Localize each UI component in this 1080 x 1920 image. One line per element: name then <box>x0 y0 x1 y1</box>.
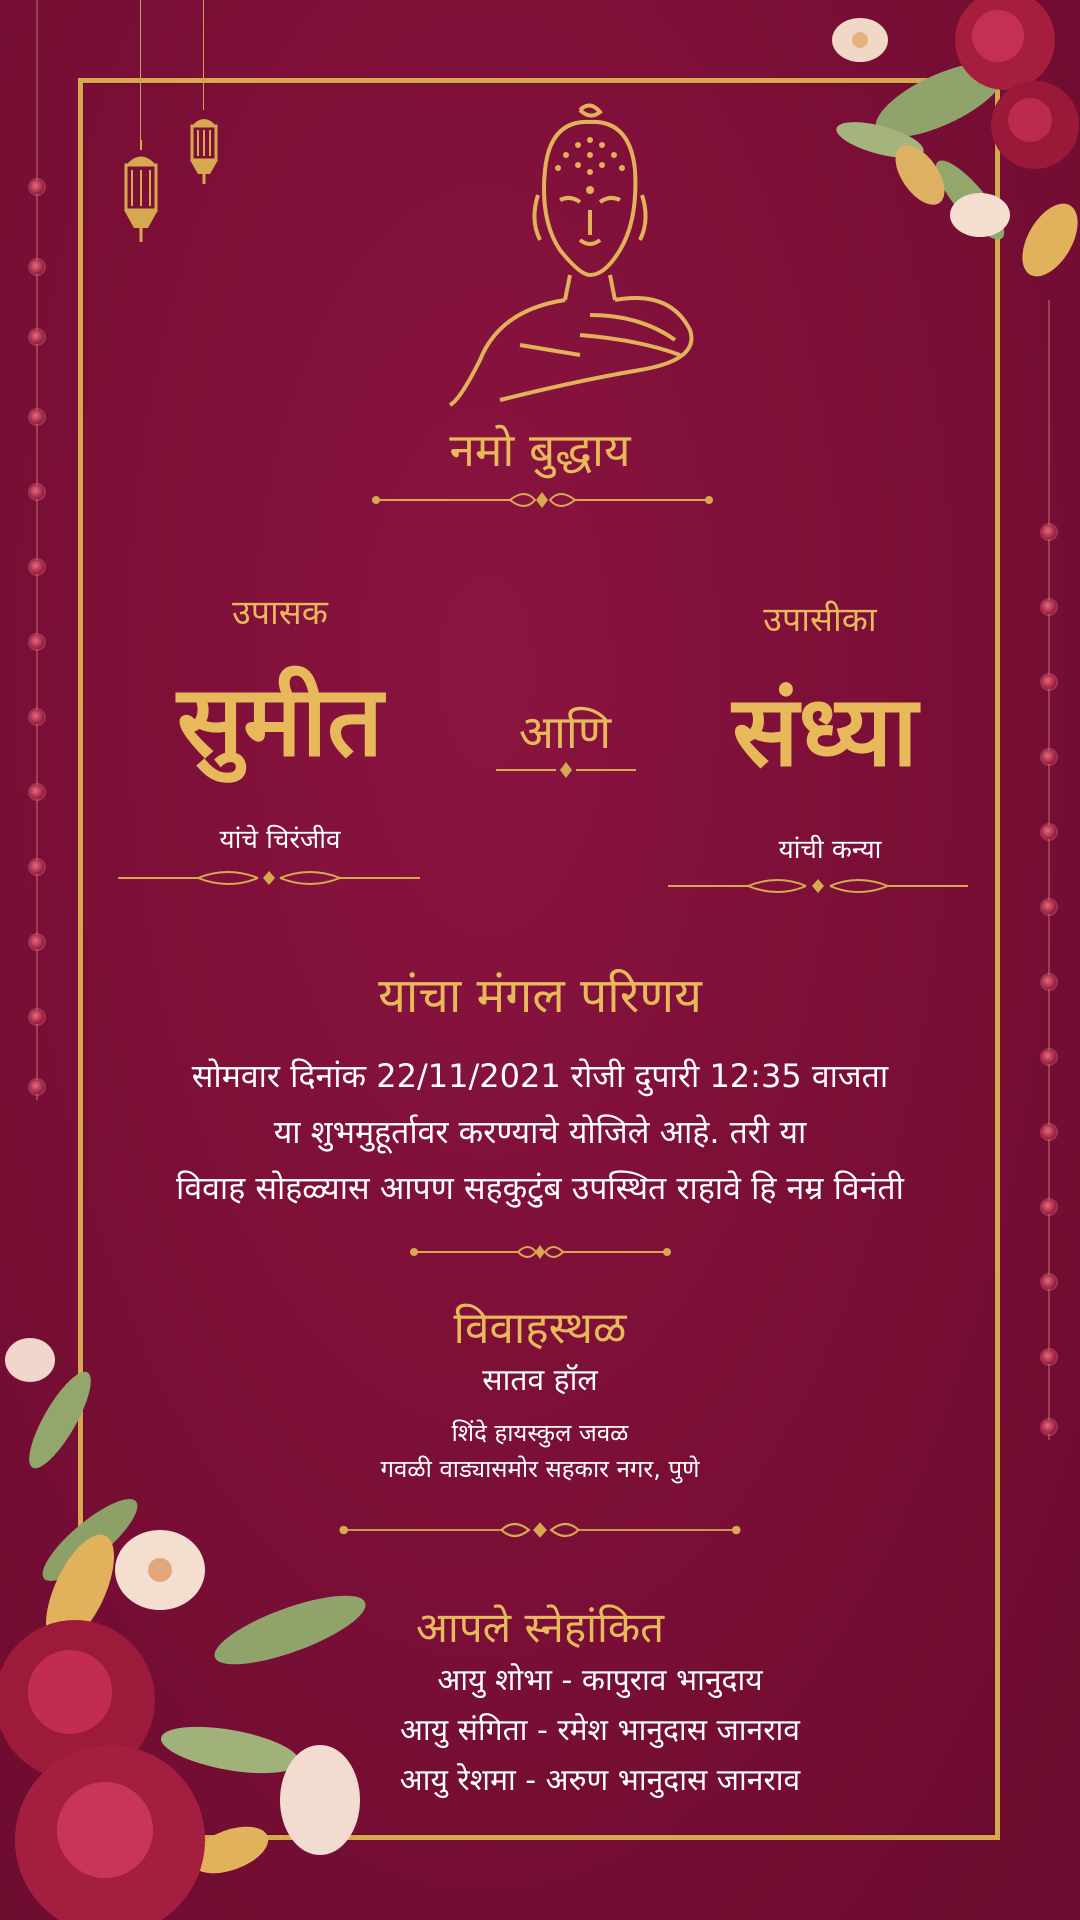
venue-name: सातव हॉल <box>482 1363 598 1398</box>
ornament-divider-icon <box>118 866 420 890</box>
buddha-icon <box>440 100 720 410</box>
event-line-3: विवाह सोहळ्यास आपण सहकुटुंब उपस्थित राहावे हि नम्र विनंती <box>176 1169 904 1207</box>
ornament-divider-icon <box>370 488 715 512</box>
bride-name: संध्या <box>732 675 918 789</box>
family-member-3: आयु रेशमा - अरुण भानुदास जानराव <box>399 1763 801 1798</box>
ornament-divider-icon <box>305 1518 775 1542</box>
conjunction-text: आणि <box>518 705 612 759</box>
venue-address-line-2: गवळी वाड्यासमोर सहकार नगर, पुणे <box>380 1455 700 1483</box>
bride-title: उपासीका <box>763 600 877 640</box>
groom-relation: यांचे चिरंजीव <box>219 825 341 855</box>
family-heading: आपले स्नेहांकित <box>415 1603 665 1652</box>
groom-title: उपासक <box>232 593 328 633</box>
ornament-divider-icon <box>408 1240 673 1264</box>
family-member-1: आयु शोभा - कापुराव भानुदाय <box>437 1663 763 1698</box>
family-member-2: आयु संगिता - रमेश भानुदास जानराव <box>400 1713 800 1748</box>
venue-heading: विवाहस्थळ <box>453 1303 627 1354</box>
ornament-divider-icon <box>496 758 636 782</box>
event-line-2: या शुभमुहूर्तावर करण्याचे योजिले आहे. तरी या <box>273 1113 807 1151</box>
bride-relation: यांची कन्या <box>778 835 882 865</box>
event-heading: यांचा मंगल परिणय <box>378 968 702 1024</box>
event-line-1: सोमवार दिनांक 22/11/2021 रोजी दुपारी 12:35 वाजता <box>191 1057 889 1095</box>
lantern-icon <box>118 140 164 245</box>
venue-address-line-1: शिंदे हायस्कुल जवळ <box>451 1419 629 1447</box>
salutation-text: नमो बुद्धाय <box>449 423 631 477</box>
lantern-icon <box>186 106 222 186</box>
groom-name: सुमीत <box>176 665 384 779</box>
floral-bouquet-icon <box>820 0 1080 330</box>
ornament-divider-icon <box>668 874 968 898</box>
